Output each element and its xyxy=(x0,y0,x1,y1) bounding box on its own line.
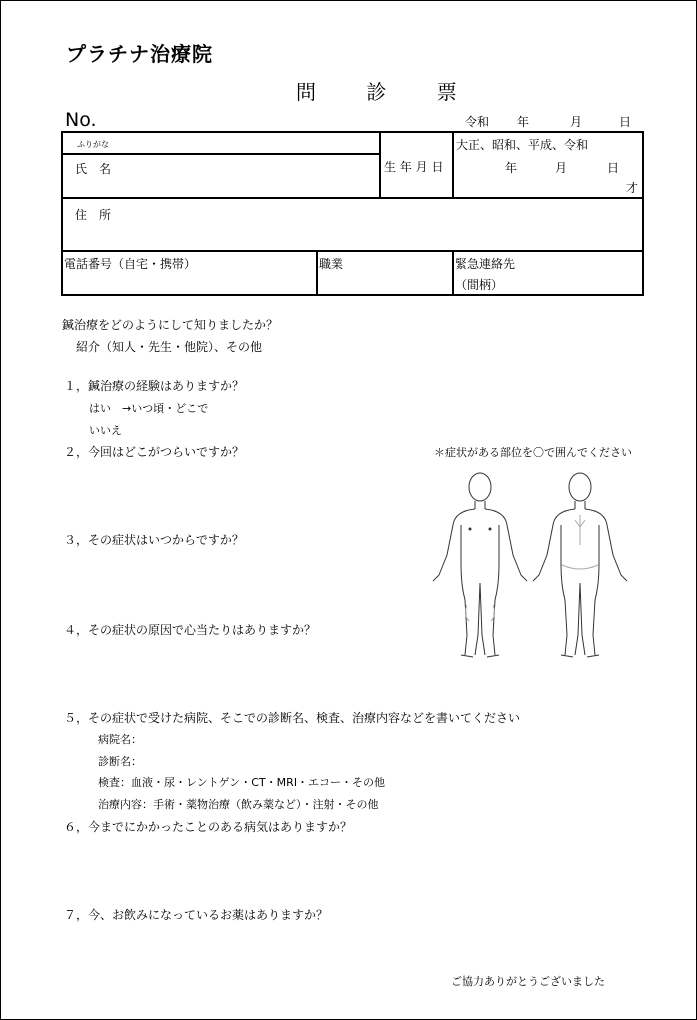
intro-options: 紹介（知人・先生・他院）、その他 xyxy=(76,340,263,354)
question-1: １，鍼治療の経験はありますか？ xyxy=(64,379,245,393)
occupation-label: 職業 xyxy=(319,257,344,271)
name-label: 氏 名 xyxy=(75,162,112,176)
clinic-name: プラチナ治療院 xyxy=(66,42,213,66)
birthdate-field[interactable] xyxy=(452,131,644,199)
question-2: ２，今回はどこがつらいですか？ xyxy=(64,445,245,459)
address-label: 住 所 xyxy=(75,208,112,222)
phone-label: 電話番号（自宅・携帯） xyxy=(64,257,197,271)
date-day: 日 xyxy=(619,115,632,129)
back-body-figure xyxy=(533,473,627,657)
furigana-field[interactable] xyxy=(61,131,381,155)
thanks-message: ご協力ありがとうございました xyxy=(451,975,605,988)
question-3: ３，その症状はいつからですか？ xyxy=(64,533,244,547)
q5-hospital: 病院名： xyxy=(98,733,142,746)
date-month: 月 xyxy=(570,115,583,129)
question-6: ６，今までにかかったことのある病気はありますか？ xyxy=(64,820,353,834)
q1-no-option: いいえ xyxy=(89,424,122,437)
body-map-diagram[interactable] xyxy=(425,465,635,675)
emergency-label: 緊急連絡先 xyxy=(455,257,516,271)
occupation-field[interactable] xyxy=(316,250,454,296)
q5-tests: 検査：血液・尿・レントゲン・CT・MRI・エコー・その他 xyxy=(98,776,386,789)
form-title: 問 診 票 xyxy=(296,80,479,104)
date-era: 令和 xyxy=(465,115,490,129)
date-year: 年 xyxy=(517,115,530,129)
phone-field[interactable] xyxy=(61,250,318,296)
body-map-note: ＊症状がある部位を〇で囲んでください xyxy=(434,446,632,459)
question-7: ７，今、お飲みになっているお薬はありますか？ xyxy=(64,908,329,922)
name-field[interactable] xyxy=(61,153,381,199)
question-4: ４，その症状の原因で心当たりはありますか？ xyxy=(64,623,317,637)
front-body-figure xyxy=(433,473,527,657)
birth-day: 日 xyxy=(607,161,620,175)
birth-month: 月 xyxy=(555,161,568,175)
q5-treatment: 治療内容：手術・薬物治療（飲み薬など）・注射・その他 xyxy=(98,798,379,811)
q1-yes-option: はい →いつ頃・どこで xyxy=(89,402,209,415)
relation-label: （間柄） xyxy=(455,278,504,292)
birthdate-label: 生 年 月 日 xyxy=(384,160,444,174)
address-field[interactable] xyxy=(61,197,644,252)
birth-year: 年 xyxy=(505,161,518,175)
age-unit: 才 xyxy=(626,181,639,195)
furigana-label: ふりがな xyxy=(77,140,109,149)
number-label: No. xyxy=(65,109,97,131)
birthdate-label-cell xyxy=(379,131,454,199)
q5-diagnosis: 診断名： xyxy=(98,755,142,768)
emergency-contact-field[interactable] xyxy=(452,250,644,296)
intro-question: 鍼治療をどのようにして知りましたか？ xyxy=(62,318,279,332)
question-5: ５，その症状で受けた病院、そこでの診断名、検査、治療内容などを書いてください xyxy=(64,711,521,725)
birth-eras: 大正、昭和、平成、令和 xyxy=(456,138,589,152)
